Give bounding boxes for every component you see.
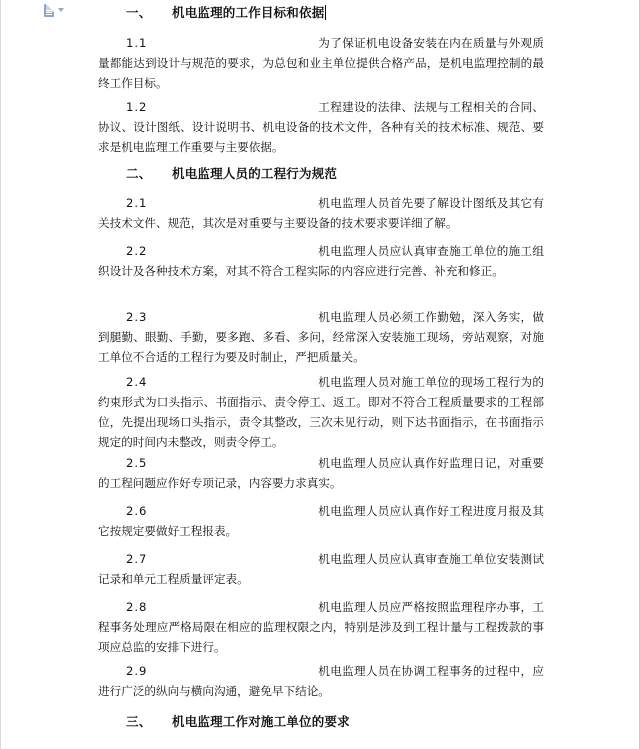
paragraph-number: 2.4 bbox=[126, 375, 148, 389]
paragraph-text: 机电监理人员应严格按照监理程序办事，工程事务处理应严格局限在相应的监理权限之内，特别是涉及到工程计量与工程拨款的事项应总监的安排下进行。 bbox=[98, 600, 544, 654]
paragraph-text: 机电监理人员对施工单位的现场工程行为的约束形式为口头指示、书面指示、责令停工、返工。即对不符合工程质量要求的工程部位，先提出现场口头指示，责令其整改，三次未见行动，则下达书面指示，在书面指示规定的时间内未整改，则责令停工。 bbox=[98, 375, 544, 449]
paragraph-number: 2.6 bbox=[126, 504, 148, 518]
caret-down-icon bbox=[58, 8, 64, 12]
paragraph-number: 1.1 bbox=[126, 36, 148, 50]
section-heading-3 bbox=[126, 712, 350, 730]
paragraph-number: 2.2 bbox=[126, 244, 148, 258]
paragraph-text: 为了保证机电设备安装在内在质量与外观质量都能达到设计与规范的要求，为总包和业主单位提供合格产品，是机电监理控制的最终工作目标。 bbox=[98, 36, 544, 90]
paragraph-text: 机电监理人员在协调工程事务的过程中，应进行广泛的纵向与横向沟通，避免早下结论。 bbox=[98, 664, 544, 698]
page-left-edge bbox=[0, 0, 1, 749]
paragraph-number: 2.8 bbox=[126, 600, 148, 614]
paragraph-2-7 bbox=[98, 549, 544, 589]
text-cursor bbox=[325, 5, 326, 20]
paragraph-number: 2.7 bbox=[126, 552, 148, 566]
paragraph-2-4 bbox=[98, 372, 544, 452]
paragraph-number: 2.1 bbox=[126, 196, 148, 210]
paragraph-2-6 bbox=[98, 501, 544, 541]
document-icon bbox=[44, 4, 54, 17]
paragraph-2-3 bbox=[98, 307, 544, 367]
paragraph-number: 2.3 bbox=[126, 310, 148, 324]
section-heading-2 bbox=[126, 164, 337, 182]
document-handle[interactable] bbox=[44, 3, 74, 17]
paragraph-2-2 bbox=[98, 241, 544, 281]
paragraph-text: 机电监理人员应认真审查施工单位的施工组织设计及各种技术方案，对其不符合工程实际的内容应进行完善、补充和修正。 bbox=[98, 244, 544, 278]
heading-title: 机电监理的工作目标和依据 bbox=[172, 5, 325, 20]
heading-number: 三、 bbox=[126, 714, 152, 729]
heading-title: 机电监理人员的工程行为规范 bbox=[172, 166, 338, 181]
paragraph-number: 2.9 bbox=[126, 664, 148, 678]
paragraph-1-2 bbox=[98, 97, 544, 157]
paragraph-2-1 bbox=[98, 193, 544, 233]
paragraph-text: 机电监理人员首先要了解设计图纸及其它有关技术文件、规范，其次是对重要与主要设备的技术要求要详细了解。 bbox=[98, 196, 544, 230]
paragraph-1-1 bbox=[98, 33, 544, 93]
paragraph-text: 机电监理人员应认真作好工程进度月报及其它按规定要做好工程报表。 bbox=[98, 504, 544, 538]
paragraph-number: 1.2 bbox=[126, 100, 148, 114]
paragraph-text: 工程建设的法律、法规与工程相关的合同、协议、设计图纸、设计说明书、机电设备的技术文件，各种有关的技术标准、规范、要求是机电监理工作重要与主要依据。 bbox=[98, 100, 544, 154]
heading-number: 二、 bbox=[126, 166, 152, 181]
heading-title: 机电监理工作对施工单位的要求 bbox=[172, 714, 350, 729]
section-heading-1 bbox=[126, 3, 326, 21]
paragraph-number: 2.5 bbox=[126, 456, 148, 470]
paragraph-2-5 bbox=[98, 453, 544, 493]
paragraph-2-9 bbox=[98, 661, 544, 701]
paragraph-text: 机电监理人员应认真审查施工单位安装测试记录和单元工程质量评定表。 bbox=[98, 552, 544, 586]
paragraph-text: 机电监理人员必须工作勤勉，深入务实，做到腿勤、眼勤、手勤，要多跑、多看、多问，经常深入安装施工现场，旁站观察，对施工单位不合适的工程行为要及时制止，严把质量关。 bbox=[98, 310, 544, 364]
paragraph-2-8 bbox=[98, 597, 544, 657]
paragraph-text: 机电监理人员应认真作好监理日记，对重要的工程问题应作好专项记录，内容要力求真实。 bbox=[98, 456, 544, 490]
heading-number: 一、 bbox=[126, 5, 152, 20]
